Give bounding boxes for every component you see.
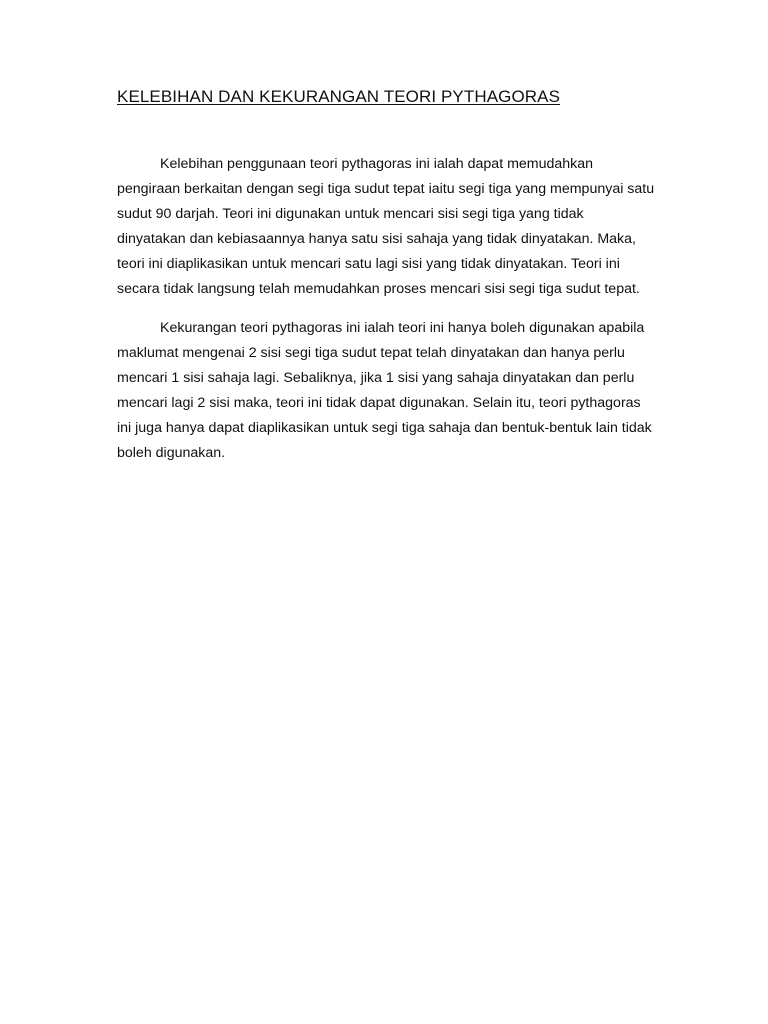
paragraph-kelebihan: Kelebihan penggunaan teori pythagoras ini ialah dapat memudahkan pengiraan berkaitan dengan segi tiga sudut tepat iaitu segi tiga yang mempunyai satu sudut 90 darjah. Teori ini digunakan untuk mencari sisi segi tiga yang tidak dinyatakan dan kebiasaannya hanya satu sisi sahaja yang tidak dinyatakan. Maka, teori ini diaplikasikan untuk mencari satu lagi sisi yang tidak dinyatakan. Teori ini secara tidak langsung telah memudahkan proses mencari sisi segi tiga sudut tepat.	[117, 156, 655, 297]
paragraph-kekurangan: Kekurangan teori pythagoras ini ialah teori ini hanya boleh digunakan apabila maklumat mengenai 2 sisi segi tiga sudut tepat telah dinyatakan dan hanya perlu mencari 1 sisi sahaja lagi. Sebaliknya, jika 1 sisi yang sahaja dinyatakan dan perlu mencari lagi 2 sisi maka, teori ini tidak dapat digunakan. Selain itu, teori pythagoras ini juga hanya dapat diaplikasikan untuk segi tiga sahaja dan bentuk-bentuk lain tidak boleh digunakan.	[117, 320, 652, 461]
document-title: KELEBIHAN DAN KEKURANGAN TEORI PYTHAGORAS	[117, 87, 561, 106]
document-body	[117, 86, 655, 466]
